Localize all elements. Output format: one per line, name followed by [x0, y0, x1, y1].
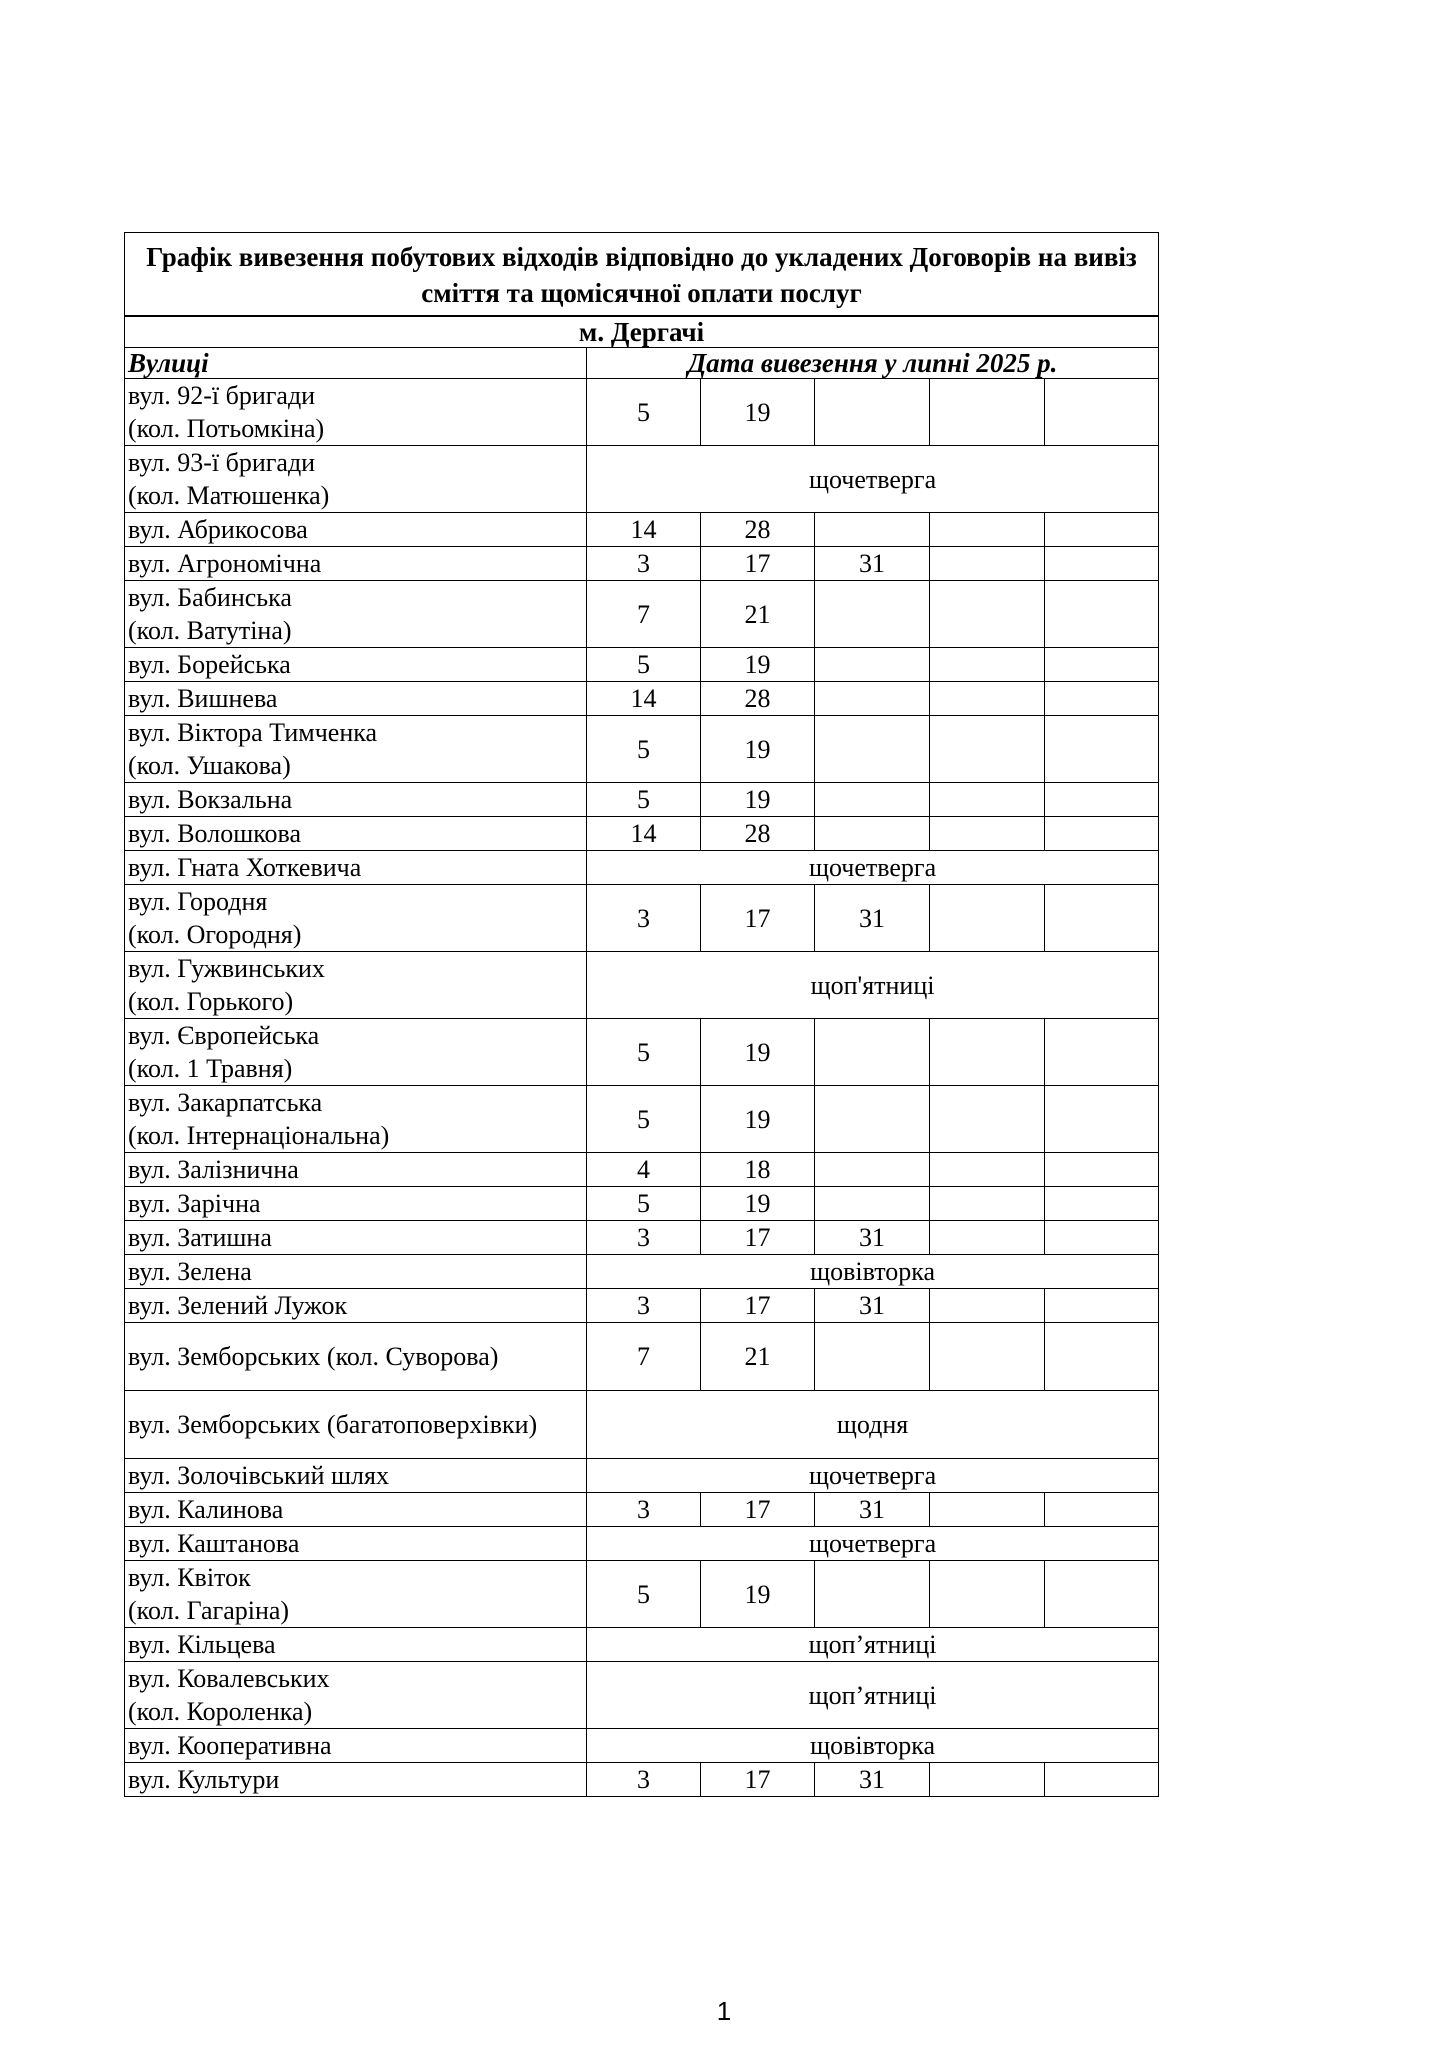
street-name [125, 1391, 587, 1459]
collection-frequency: щочетверга [587, 1527, 1159, 1561]
collection-date [1045, 1323, 1159, 1391]
table-row [125, 1323, 1159, 1391]
street-name-line: вул. Агрономічна [128, 549, 322, 578]
collection-date: 3 [587, 1763, 701, 1797]
street-name-line: вул. Ковалевських [128, 1664, 330, 1693]
collection-date [930, 1763, 1045, 1797]
table-row [125, 1493, 1159, 1527]
collection-date: 3 [587, 885, 701, 952]
street-name [125, 1086, 587, 1153]
collection-date: 21 [701, 581, 815, 648]
street-name [125, 1628, 587, 1662]
street-name [125, 1561, 587, 1628]
collection-date [930, 1187, 1045, 1221]
street-name-line: вул. Борейська [128, 650, 291, 679]
street-name [125, 547, 587, 581]
street-name-line: вул. Зарічна [128, 1189, 261, 1218]
collection-date: 17 [701, 1221, 815, 1255]
table-row [125, 885, 1159, 952]
collection-date [815, 1561, 930, 1628]
table-row [125, 1391, 1159, 1459]
collection-frequency: щоп'ятниці [587, 952, 1159, 1019]
collection-date [815, 1153, 930, 1187]
title-row [125, 233, 1159, 317]
street-name [125, 1323, 587, 1391]
collection-date [1045, 513, 1159, 547]
table-row [125, 1628, 1159, 1662]
street-name-line: вул. 92-ї бригади [128, 381, 316, 410]
collection-date: 19 [701, 716, 815, 783]
collection-date: 4 [587, 1153, 701, 1187]
document-title: Графік вивезення побутових відходів відповідно до укладених Договорів на вивіз сміття та щомісячної оплати послуг [125, 233, 1159, 317]
collection-date [1045, 817, 1159, 851]
street-name [125, 716, 587, 783]
street-name [125, 1493, 587, 1527]
table-row [125, 1153, 1159, 1187]
collection-frequency: щочетверга [587, 446, 1159, 513]
collection-date [1045, 1561, 1159, 1628]
collection-date: 5 [587, 379, 701, 446]
street-name-line: вул. Віктора Тимченка [128, 718, 378, 747]
collection-date [930, 513, 1045, 547]
street-name-line: (кол. Ушакова) [128, 751, 291, 780]
collection-date [1045, 1763, 1159, 1797]
collection-date [815, 513, 930, 547]
collection-date [930, 817, 1045, 851]
collection-date: 5 [587, 1561, 701, 1628]
collection-date: 14 [587, 682, 701, 716]
table-row [125, 1662, 1159, 1729]
collection-date [815, 1187, 930, 1221]
collection-date [1045, 1086, 1159, 1153]
collection-date: 19 [701, 1086, 815, 1153]
collection-date [1045, 1019, 1159, 1086]
table-row [125, 1763, 1159, 1797]
street-name-line: вул. Волошкова [128, 819, 301, 848]
table-row [125, 1255, 1159, 1289]
collection-date [930, 379, 1045, 446]
table-row [125, 1561, 1159, 1628]
collection-date: 7 [587, 581, 701, 648]
collection-date [1045, 547, 1159, 581]
street-name-line: вул. Зелена [128, 1257, 252, 1286]
collection-date: 7 [587, 1323, 701, 1391]
collection-date [930, 682, 1045, 716]
table-row [125, 1459, 1159, 1493]
collection-date: 5 [587, 1187, 701, 1221]
table-row [125, 648, 1159, 682]
street-name-line: (кол. Короленка) [128, 1697, 313, 1726]
collection-date: 31 [815, 885, 930, 952]
street-name [125, 379, 587, 446]
collection-date [1045, 1289, 1159, 1323]
collection-frequency: щовівторка [587, 1255, 1159, 1289]
collection-date: 28 [701, 513, 815, 547]
street-name-line: вул. Золочівський шлях [128, 1461, 389, 1490]
street-name-line: (кол. Інтернаціональна) [128, 1121, 390, 1150]
table-row [125, 547, 1159, 581]
collection-date [1045, 1153, 1159, 1187]
street-name-line: вул. Закарпатська [128, 1088, 323, 1117]
collection-frequency: щочетверга [587, 851, 1159, 885]
street-name [125, 817, 587, 851]
collection-date: 18 [701, 1153, 815, 1187]
collection-date [930, 783, 1045, 817]
collection-date: 31 [815, 547, 930, 581]
street-name-line: вул. Абрикосова [128, 515, 308, 544]
street-name [125, 885, 587, 952]
street-name [125, 648, 587, 682]
collection-date: 31 [815, 1493, 930, 1527]
collection-date: 31 [815, 1289, 930, 1323]
street-name [125, 1662, 587, 1729]
table-row [125, 581, 1159, 648]
collection-date [815, 379, 930, 446]
street-name-line: вул. Земборських (кол. Суворова) [128, 1342, 499, 1371]
street-name [125, 581, 587, 648]
street-name-line: (кол. Матюшенка) [128, 481, 330, 510]
street-name [125, 682, 587, 716]
collection-date: 28 [701, 817, 815, 851]
table-row [125, 783, 1159, 817]
street-name-line: (кол. Гагаріна) [128, 1596, 290, 1625]
collection-date [1045, 682, 1159, 716]
collection-date [815, 581, 930, 648]
collection-frequency: щоп’ятниці [587, 1628, 1159, 1662]
table-row [125, 716, 1159, 783]
street-name-line: вул. Земборських (багатоповерхівки) [128, 1410, 538, 1439]
collection-date [1045, 1493, 1159, 1527]
street-name-line: вул. Гната Хоткевича [128, 853, 362, 882]
collection-date [815, 783, 930, 817]
collection-date [815, 716, 930, 783]
collection-frequency: щодня [587, 1391, 1159, 1459]
column-header-date: Дата вивезення у липні 2025 р. [587, 348, 1159, 379]
table-row [125, 1187, 1159, 1221]
street-name [125, 851, 587, 885]
street-name-line: вул. Каштанова [128, 1529, 300, 1558]
collection-date [1045, 1221, 1159, 1255]
collection-frequency: щочетверга [587, 1459, 1159, 1493]
street-name [125, 446, 587, 513]
table-row [125, 513, 1159, 547]
table-row [125, 1019, 1159, 1086]
collection-date: 19 [701, 648, 815, 682]
street-name-line: вул. Вокзальна [128, 785, 293, 814]
city-row [125, 316, 1159, 348]
table-row [125, 1729, 1159, 1763]
table-row [125, 1289, 1159, 1323]
table-row [125, 1221, 1159, 1255]
street-name-line: (кол. Горького) [128, 987, 294, 1016]
street-name-line: вул. Культури [128, 1765, 280, 1794]
collection-frequency: щовівторка [587, 1729, 1159, 1763]
table-row [125, 682, 1159, 716]
collection-date: 31 [815, 1763, 930, 1797]
collection-date: 14 [587, 513, 701, 547]
collection-date [815, 1019, 930, 1086]
header-row [125, 348, 1159, 379]
street-name-line: (кол. Потьомкіна) [128, 414, 325, 443]
collection-date [1045, 648, 1159, 682]
collection-date [930, 1289, 1045, 1323]
collection-date [815, 1323, 930, 1391]
collection-date [930, 1221, 1045, 1255]
street-name [125, 1187, 587, 1221]
collection-date: 3 [587, 1289, 701, 1323]
street-name-line: вул. Європейська [128, 1021, 320, 1050]
collection-date [930, 1019, 1045, 1086]
collection-date: 5 [587, 716, 701, 783]
collection-date [1045, 885, 1159, 952]
street-name [125, 1255, 587, 1289]
collection-date: 17 [701, 1493, 815, 1527]
street-name-line: вул. Залізнична [128, 1155, 299, 1184]
table-row [125, 817, 1159, 851]
collection-date [1045, 1187, 1159, 1221]
street-name [125, 1221, 587, 1255]
collection-date [930, 648, 1045, 682]
collection-date: 19 [701, 1019, 815, 1086]
street-name [125, 952, 587, 1019]
street-name-line: вул. Бабинська [128, 583, 292, 612]
street-name [125, 783, 587, 817]
street-name [125, 1459, 587, 1493]
collection-date: 5 [587, 1019, 701, 1086]
collection-date: 19 [701, 1561, 815, 1628]
collection-date [930, 581, 1045, 648]
collection-date: 3 [587, 1493, 701, 1527]
collection-date: 3 [587, 1221, 701, 1255]
collection-date: 19 [701, 379, 815, 446]
collection-date: 17 [701, 547, 815, 581]
collection-date [1045, 581, 1159, 648]
collection-date [930, 547, 1045, 581]
street-name-line: вул. Калинова [128, 1495, 284, 1524]
collection-date: 17 [701, 1763, 815, 1797]
city-name: м. Дергачі [125, 316, 1159, 348]
collection-date: 5 [587, 783, 701, 817]
collection-date: 3 [587, 547, 701, 581]
collection-date: 17 [701, 1289, 815, 1323]
collection-date [930, 1561, 1045, 1628]
street-name [125, 1763, 587, 1797]
collection-date [1045, 783, 1159, 817]
table-row [125, 1527, 1159, 1561]
collection-date: 28 [701, 682, 815, 716]
street-name-line: вул. Кооперативна [128, 1731, 332, 1760]
collection-date [930, 1086, 1045, 1153]
street-name-line: (кол. Ватутіна) [128, 616, 292, 645]
collection-date [930, 1493, 1045, 1527]
street-name [125, 1289, 587, 1323]
collection-date: 19 [701, 783, 815, 817]
street-name [125, 1019, 587, 1086]
table-row [125, 446, 1159, 513]
collection-date: 19 [701, 1187, 815, 1221]
collection-schedule-table [124, 232, 1159, 1797]
table-row [125, 952, 1159, 1019]
collection-date: 21 [701, 1323, 815, 1391]
collection-frequency: щоп’ятниці [587, 1662, 1159, 1729]
street-name-line: вул. Городня [128, 887, 268, 916]
collection-date [1045, 379, 1159, 446]
collection-date [815, 682, 930, 716]
schedule-body [125, 233, 1159, 1797]
street-name [125, 1527, 587, 1561]
street-name [125, 1153, 587, 1187]
street-name-line: вул. Кільцева [128, 1630, 276, 1659]
street-name [125, 513, 587, 547]
street-name [125, 1729, 587, 1763]
collection-date [815, 1086, 930, 1153]
street-name-line: вул. Гужвинських [128, 954, 325, 983]
collection-date [1045, 716, 1159, 783]
collection-date: 5 [587, 1086, 701, 1153]
street-name-line: вул. Затишна [128, 1223, 272, 1252]
collection-date [930, 1323, 1045, 1391]
collection-date [930, 716, 1045, 783]
collection-date: 17 [701, 885, 815, 952]
street-name-line: (кол. 1 Травня) [128, 1054, 293, 1083]
street-name-line: вул. Квіток [128, 1563, 251, 1592]
table-row [125, 379, 1159, 446]
collection-date [815, 648, 930, 682]
collection-date [930, 885, 1045, 952]
collection-date: 31 [815, 1221, 930, 1255]
collection-date: 5 [587, 648, 701, 682]
street-name-line: вул. 93-ї бригади [128, 448, 316, 477]
collection-date: 14 [587, 817, 701, 851]
table-row [125, 1086, 1159, 1153]
collection-date [930, 1153, 1045, 1187]
table-row [125, 851, 1159, 885]
page-number: 1 [716, 1996, 732, 2026]
collection-date [815, 817, 930, 851]
column-header-streets: Вулиці [125, 348, 587, 379]
street-name-line: (кол. Огородня) [128, 920, 302, 949]
street-name-line: вул. Зелений Лужок [128, 1291, 348, 1320]
street-name-line: вул. Вишнева [128, 684, 278, 713]
